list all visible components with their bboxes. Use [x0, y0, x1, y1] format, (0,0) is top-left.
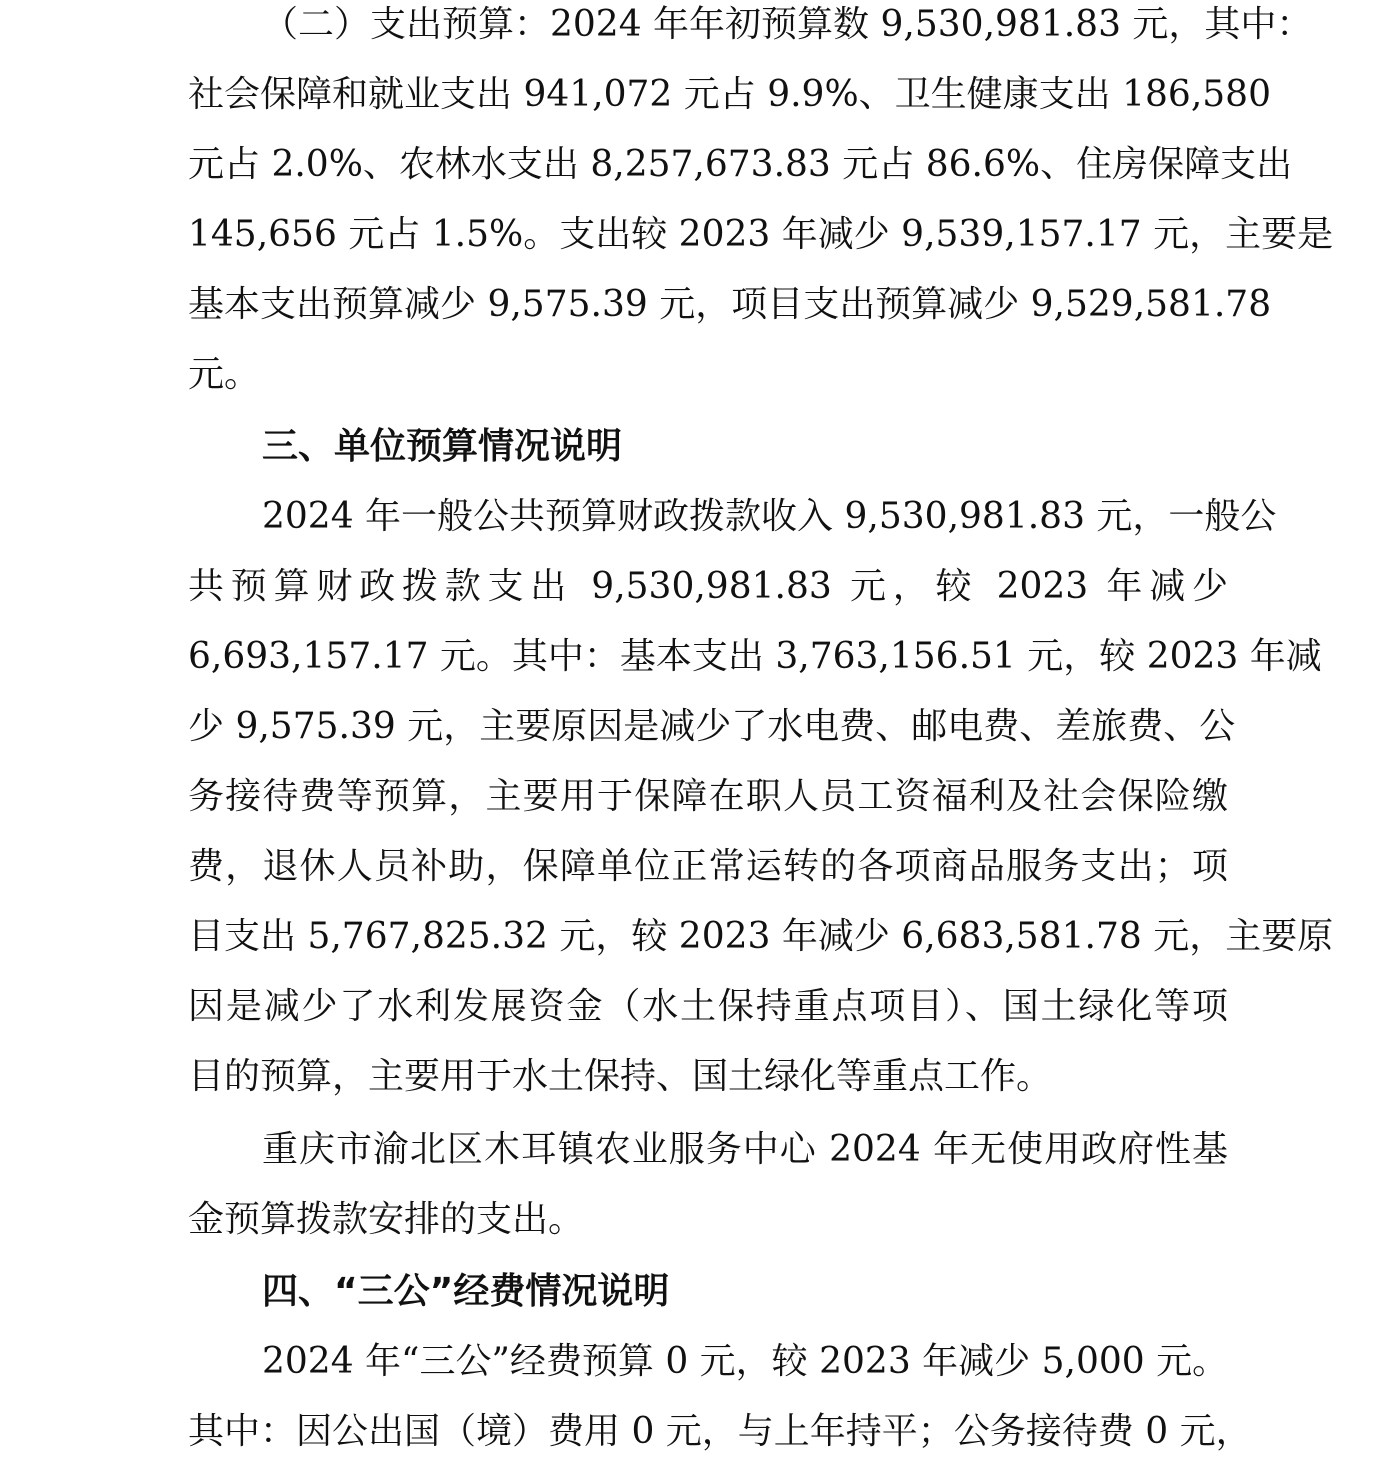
section-3-heading: 三、单位预算情况说明: [262, 426, 623, 467]
unit-budget-line-9: 目的预算，主要用于水土保持、国土绿化等重点工作。: [188, 1056, 1053, 1097]
unit-budget-line-4: 少 9,575.39 元，主要原因是减少了水电费、邮电费、差旅费、公: [188, 706, 1236, 747]
unit-budget-line-6: 费，退休人员补助，保障单位正常运转的各项商品服务支出；项: [188, 846, 1228, 887]
fund-budget-line-1: 重庆市渝北区木耳镇农业服务中心 2024 年无使用政府性基: [262, 1129, 1228, 1170]
expenditure-line-3: 元占 2.0%、农林水支出 8,257,673.83 元占 86.6%、住房保障支出: [188, 144, 1293, 185]
unit-budget-line-3: 6,693,157.17 元。其中：基本支出 3,763,156.51 元，较 2023 年减: [188, 636, 1322, 677]
unit-budget-line-7: 目支出 5,767,825.32 元，较 2023 年减少 6,683,581.78 元，主要原: [188, 916, 1334, 957]
three-public-line-1: 2024 年“三公”经费预算 0 元，较 2023 年减少 5,000 元。: [262, 1341, 1229, 1382]
expenditure-line-1: （二）支出预算：2024 年年初预算数 9,530,981.83 元，其中：: [262, 4, 1313, 45]
expenditure-line-2: 社会保障和就业支出 941,072 元占 9.9%、卫生健康支出 186,580: [188, 74, 1271, 115]
expenditure-line-5: 基本支出预算减少 9,575.39 元，项目支出预算减少 9,529,581.78: [188, 284, 1272, 325]
fund-budget-line-2: 金预算拨款安排的支出。: [188, 1199, 585, 1240]
unit-budget-line-2: 共预算财政拨款支出 9,530,981.83 元，较 2023 年减少: [188, 566, 1228, 607]
unit-budget-line-8: 因是减少了水利发展资金（水土保持重点项目）、国土绿化等项: [188, 986, 1228, 1027]
section-4-heading: 四、“三公”经费情况说明: [262, 1271, 670, 1312]
unit-budget-line-1: 2024 年一般公共预算财政拨款收入 9,530,981.83 元，一般公: [262, 496, 1277, 537]
three-public-line-2: 其中：因公出国（境）费用 0 元，与上年持平；公务接待费 0 元，: [188, 1411, 1252, 1452]
expenditure-line-6: 元。: [188, 354, 261, 395]
expenditure-line-4: 145,656 元占 1.5%。支出较 2023 年减少 9,539,157.17 元，主要是: [188, 214, 1334, 255]
unit-budget-line-5: 务接待费等预算，主要用于保障在职人员工资福利及社会保险缴: [188, 776, 1228, 817]
